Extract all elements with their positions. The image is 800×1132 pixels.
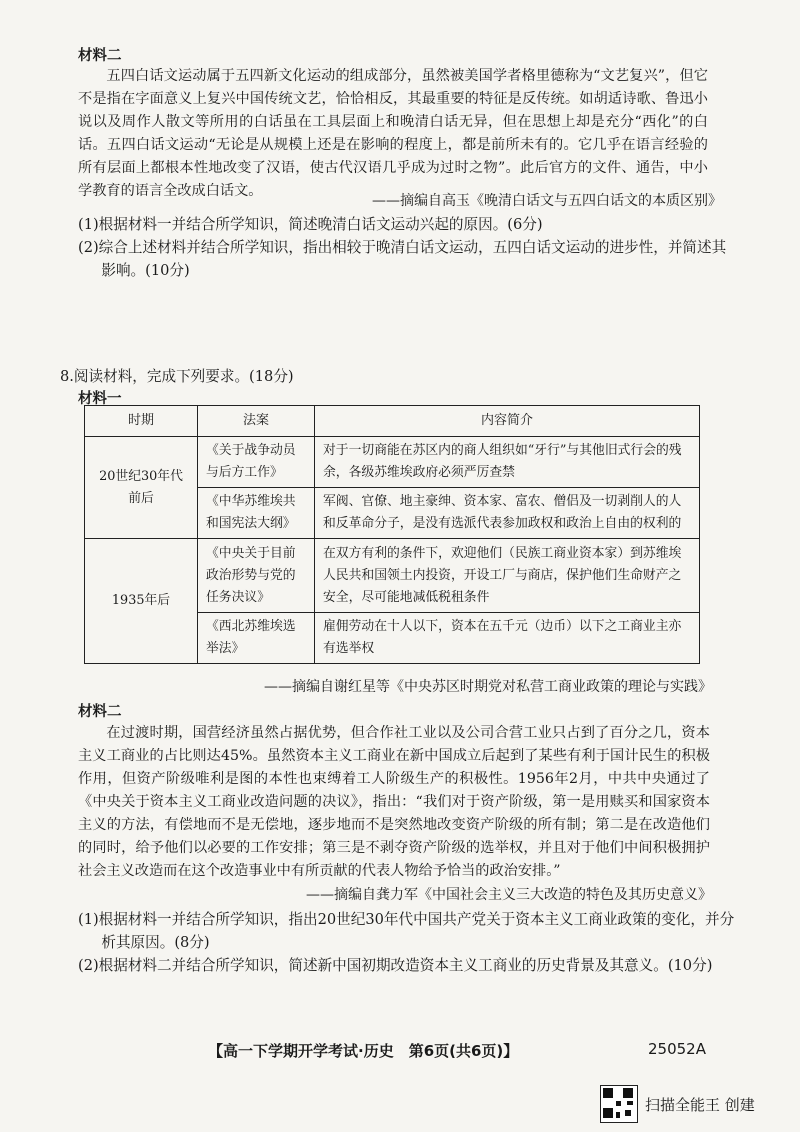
table-row bbox=[85, 539, 700, 613]
material2-source: ——摘编自高玉《晚清白话文与五四白话文的本质区别》 bbox=[372, 193, 722, 209]
exam-code: 25052A bbox=[648, 1040, 706, 1058]
material2-heading: 材料二 bbox=[78, 48, 122, 64]
question7-1: (1)根据材料一并结合所学知识，简述晚清白话文运动兴起的原因。(6分) bbox=[78, 216, 543, 233]
question8-1: (1)根据材料一并结合所学知识，指出20世纪30年代中国共产党关于资本主义工商业政策的变化，并分析其原因。(8分) bbox=[78, 911, 735, 951]
material1-source: ——摘编自谢红星等《中央苏区时期党对私营工商业政策的理论与实践》 bbox=[264, 679, 712, 695]
table-header-period: 时期 bbox=[85, 406, 198, 437]
material1-heading: 材料一 bbox=[78, 391, 122, 407]
table-cell-period: 1935年后 bbox=[85, 539, 198, 664]
material2-heading-q8: 材料二 bbox=[78, 704, 122, 720]
question7-2: (2)综合上述材料并结合所学知识，指出相较于晚清白话文运动，五四白话文运动的进步性，并简述其影响。(10分) bbox=[78, 239, 727, 279]
material2-paragraph: 五四白话文运动属于五四新文化运动的组成部分，虽然被美国学者格里德称为“文艺复兴”，但它不是指在字面意义上复兴中国传统文艺，恰恰相反，其最重要的特征是反传统。如胡适诗歌、鲁迅小说以及周作人散文等所用的白话虽在工具层面上和晚清白话无异，但在思想上却是充分“西化”的白话。五四白话文运动“无论是从规模上还是在影响的程度上，都是前所未有的。它几乎在语言经验的所有层面上都根本性地改变了汉语，使古代汉语几乎成为过时之物”。此后官方的文件、通告，中小学教育的语言全改成白话文。 bbox=[78, 68, 708, 199]
policy-table bbox=[84, 405, 700, 664]
table-cell-content: 在双方有利的条件下，欢迎他们（民族工商业资本家）到苏维埃人民共和国领土内投资，开设工厂与商店，保护他们生命财产之安全，尽可能地减低税租条件 bbox=[315, 539, 700, 613]
table-cell-law: 《中华苏维埃共和国宪法大纲》 bbox=[198, 488, 315, 539]
table-header-law: 法案 bbox=[198, 406, 315, 437]
table-cell-content: 军阀、官僚、地主豪绅、资本家、富农、僧侣及一切剥削人的人和反革命分子，是没有选派代表参加政权和政治上自由的权利的 bbox=[315, 488, 700, 539]
material2-source-q8: ——摘编自龚力军《中国社会主义三大改造的特色及其历史意义》 bbox=[306, 887, 712, 903]
table-cell-law: 《西北苏维埃选举法》 bbox=[198, 613, 315, 664]
page-footer: 【高一下学期开学考试·历史 第6页(共6页)】 bbox=[208, 1042, 519, 1060]
material2-paragraph-q8: 在过渡时期，国营经济虽然占据优势，但合作社工业以及公司合营工业只占到了百分之几，资本主义工商业的占比则达45%。虽然资本主义工商业在新中国成立后起到了某些有利于国计民生的积极作用，但资产阶级唯利是图的本性也束缚着工人阶级生产的积极性。1956年2月，中共中央通过了《中央关于资本主义工商业改造问题的决议》，指出：“我们对于资产阶级，第一是用赎买和国家资本主义的方法，有偿地而不是无偿地，逐步地而不是突然地改变资产阶级的所有制；第二是在改造他们的同时，给予他们以必要的工作安排；第三是不剥夺资产阶级的选举权，并且对于他们中间积极拥护社会主义改造而在这个改造事业中有所贡献的代表人物给予恰当的政治安排。” bbox=[78, 725, 710, 879]
qr-code-icon bbox=[600, 1085, 638, 1123]
table-cell-law: 《关于战争动员与后方工作》 bbox=[198, 437, 315, 488]
scanner-watermark: 扫描全能王 创建 bbox=[645, 1096, 755, 1114]
question8-title: 8.阅读材料，完成下列要求。(18分) bbox=[60, 368, 294, 385]
table-cell-content: 对于一切商能在苏区内的商人组织如“牙行”与其他旧式行会的残余，各级苏维埃政府必须严厉查禁 bbox=[315, 437, 700, 488]
table-header-row bbox=[85, 406, 700, 437]
table-header-content: 内容简介 bbox=[315, 406, 700, 437]
table-cell-period: 20世纪30年代前后 bbox=[85, 437, 198, 539]
table-cell-content: 雇佣劳动在十人以下，资本在五千元（边币）以下之工商业主亦有选举权 bbox=[315, 613, 700, 664]
table-row bbox=[85, 437, 700, 488]
question8-2: (2)根据材料二并结合所学知识，简述新中国初期改造资本主义工商业的历史背景及其意义。(10分) bbox=[78, 957, 713, 974]
table-cell-law: 《中央关于目前政治形势与党的任务决议》 bbox=[198, 539, 315, 613]
